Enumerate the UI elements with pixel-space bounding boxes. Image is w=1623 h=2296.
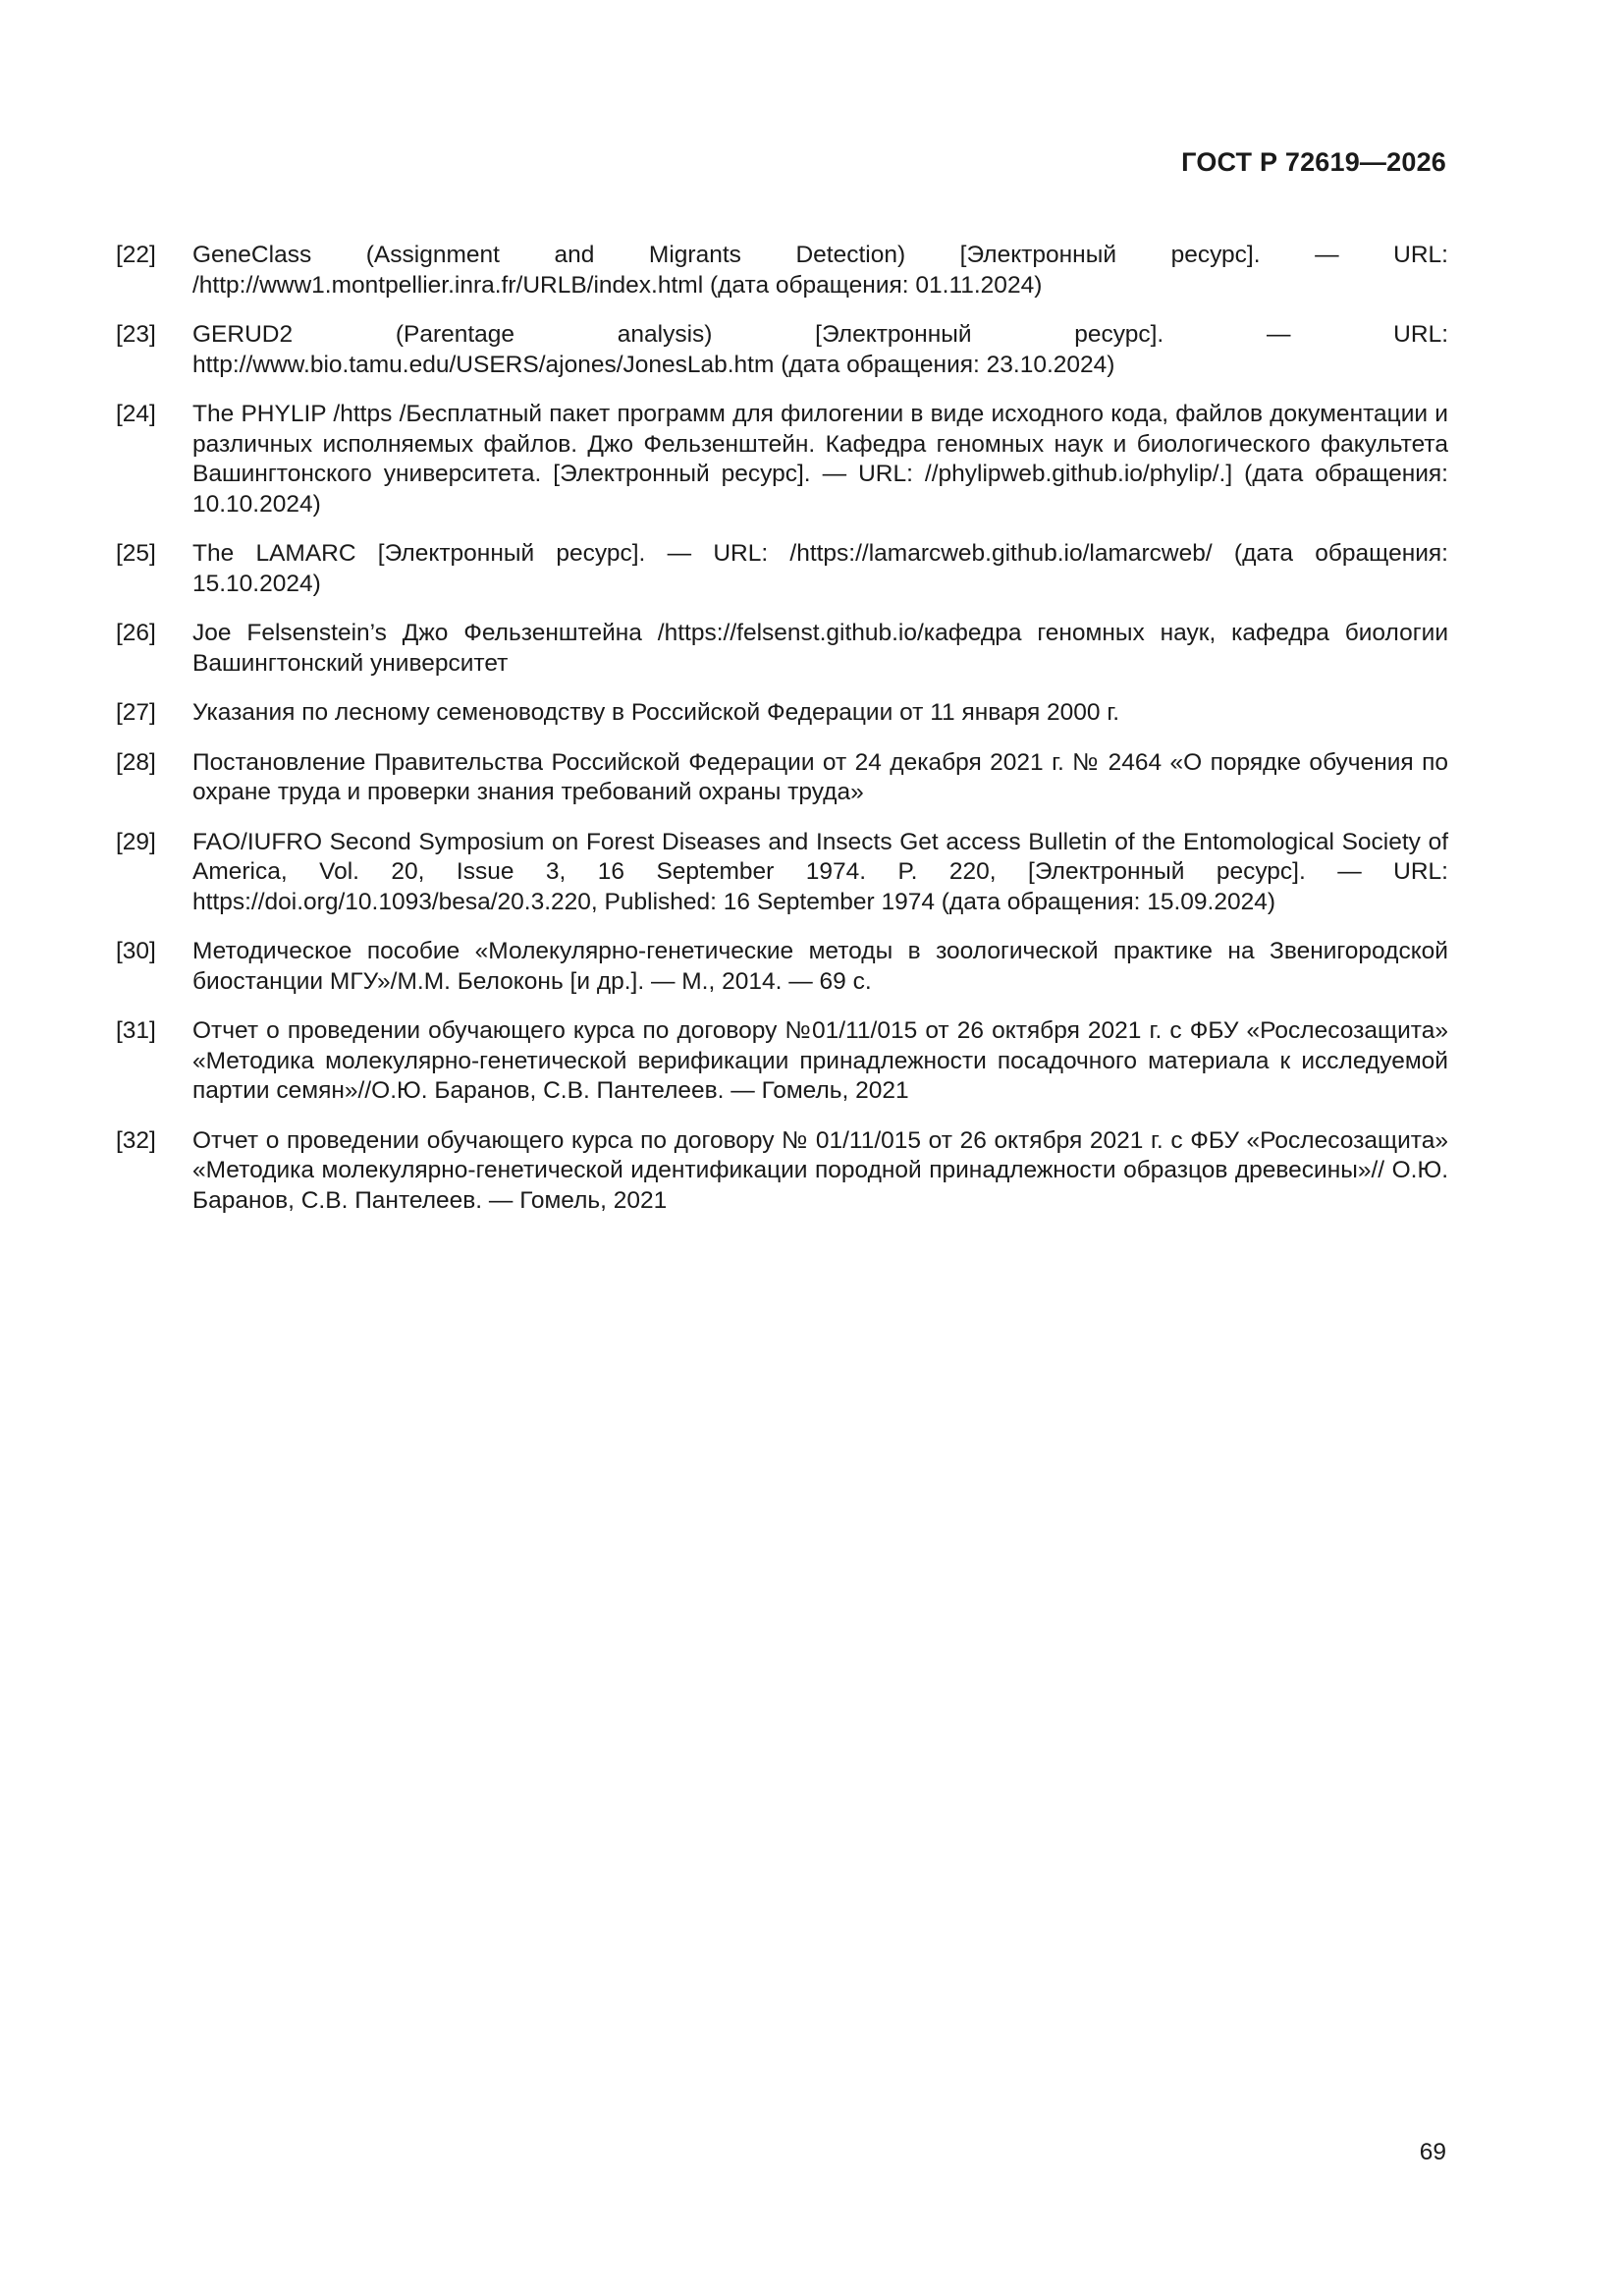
bibliography-list [116, 241, 1448, 1235]
entry-number: [24] [116, 401, 156, 427]
entry-number: [27] [116, 699, 156, 726]
entry-text: Указания по лесному семеноводству в Российской Федерации от 11 января 2000 г. [192, 699, 1120, 726]
entry-number: [25] [116, 540, 156, 567]
entry-number: [30] [116, 938, 156, 964]
bibliography-entry [116, 698, 1448, 729]
bibliography-entry [116, 748, 1448, 808]
entry-text: Постановление Правительства Российской Федерации от 24 декабря 2021 г. № 2464 «О порядке обучения по охране труда и проверки знания требований охраны труда» [192, 748, 1448, 805]
page-number: 69 [1419, 2139, 1446, 2165]
entry-text: Отчет о проведении обучающего курса по договору № 01/11/015 от 26 октября 2021 г. с ФБУ «Рослесозащита» «Методика молекулярно-генетической идентификации породной принадлежности образцов древесины»// О.Ю. Баранов, С.В. Пантелеев. — Гомель, 2021 [192, 1126, 1448, 1214]
entry-number: [28] [116, 748, 156, 776]
entry-text: Joe Felsenstein’s Джо Фельзенштейна /https://felsenst.github.io/кафедра геномных наук, кафедра биологии Вашингтонский университет [192, 620, 1448, 677]
bibliography-entry [116, 619, 1448, 679]
entry-text: The LAMARC [Электронный ресурс]. — URL: /https://lamarcweb.github.io/lamarcweb/ (дата обращения: 15.10.2024) [192, 540, 1448, 597]
entry-number: [23] [116, 321, 156, 348]
entry-text: Отчет о проведении обучающего курса по договору №01/11/015 от 26 октября 2021 г. с ФБУ «Рослесозащита» «Методика молекулярно-генетической верификации принадлежности посадочного материала к исследуемой партии семян»//О.Ю. Баранов, С.В. Пантелеев. — Гомель, 2021 [192, 1017, 1448, 1104]
document-header: ГОСТ Р 72619—2026 [1181, 147, 1446, 177]
bibliography-entry [116, 320, 1448, 380]
entry-text: Методическое пособие «Молекулярно-генетические методы в зоологической практике на Звенигородской биостанции МГУ»/М.М. Белоконь [и др.]. — М., 2014. — 69 с. [192, 938, 1448, 995]
entry-number: [31] [116, 1017, 156, 1044]
bibliography-entry [116, 539, 1448, 599]
entry-number: [26] [116, 620, 156, 646]
bibliography-entry [116, 1016, 1448, 1107]
bibliography-entry [116, 1126, 1448, 1217]
bibliography-entry [116, 241, 1448, 301]
entry-number: [32] [116, 1126, 156, 1154]
entry-text: GeneClass (Assignment and Migrants Detection) [Электронный ресурс]. — URL: /http://www1.montpellier.inra.fr/URLB/index.html (дата обращения: 01.11.2024) [192, 242, 1448, 299]
entry-number: [22] [116, 242, 156, 268]
entry-text: GERUD2 (Parentage analysis) [Электронный ресурс]. — URL: http://www.bio.tamu.edu/USERS/ajones/JonesLab.htm (дата обращения: 23.10.2024) [192, 321, 1448, 378]
bibliography-entry [116, 828, 1448, 918]
entry-text: The PHYLIP /https /Бесплатный пакет программ для филогении в виде исходного кода, файлов документации и различных исполняемых файлов. Джо Фельзенштейн. Кафедра геномных наук и биологического факультета Вашингтонского университета. [Электронный ресурс]. — URL: //phylipweb.github.io/phylip/.] (дата обращения: 10.10.2024) [192, 401, 1448, 518]
entry-text: FAO/IUFRO Second Symposium on Forest Diseases and Insects Get access Bulletin of the Entomological Society of America, Vol. 20, Issue 3, 16 September 1974. P. 220, [Электронный ресурс]. — URL: https://doi.org/10.1093/besa/20.3.220, Published: 16 September 1974 (дата обращения: 15.09.2024) [192, 828, 1448, 915]
bibliography-entry [116, 937, 1448, 997]
bibliography-entry [116, 400, 1448, 519]
entry-number: [29] [116, 828, 156, 855]
